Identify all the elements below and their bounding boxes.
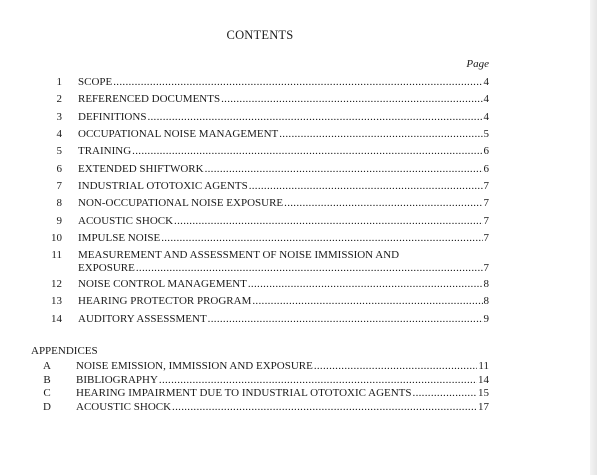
page-number: 7 [483,180,489,193]
section-title: ACOUSTIC SHOCK [78,214,174,227]
section-title: DEFINITIONS [78,110,147,123]
section-number: 3 [56,110,62,123]
leader-dots [208,313,483,325]
leader-dots [221,93,482,105]
section-title-line1: MEASUREMENT AND ASSESSMENT OF NOISE IMMISSION AND [78,249,400,262]
section-number: 8 [56,197,62,210]
page-number: 7 [483,214,489,227]
appendix-title: HEARING IMPAIRMENT DUE TO INDUSTRIAL OTOTOXIC AGENTS [76,387,412,400]
appendix-letter: D [43,401,51,414]
leader-dots [147,111,482,123]
leader-dots [314,360,478,372]
page-number: 8 [483,277,489,290]
page-number: 5 [483,128,489,141]
page-number: 4 [483,93,489,106]
leader-dots [159,374,477,386]
appendix-letter: B [43,373,51,386]
section-title: EXPOSURE [78,262,135,275]
section-title: TRAINING [78,145,132,158]
table-of-contents [0,76,590,330]
page-edge-shadow [590,0,597,475]
page-number: 6 [483,145,489,158]
appendices-list [0,360,590,415]
toc-entry[interactable] [0,197,590,214]
section-title: NON-OCCUPATIONAL NOISE EXPOSURE [78,197,284,210]
page-number: 9 [483,312,489,325]
appendices-heading: APPENDICES [31,345,98,357]
section-title: OCCUPATIONAL NOISE MANAGEMENT [78,128,279,141]
appendix-letter: C [43,387,51,400]
section-number: 2 [56,93,62,106]
leader-dots [136,262,483,274]
section-title: INDUSTRIAL OTOTOXIC AGENTS [78,180,248,193]
leader-dots [132,145,482,157]
toc-entry[interactable] [0,145,590,162]
appendix-entry[interactable] [0,360,590,374]
toc-entry[interactable] [0,163,590,180]
page-number: 17 [478,401,489,414]
section-number: 13 [51,295,62,308]
appendix-entry[interactable] [0,401,590,415]
toc-entry[interactable] [0,76,590,93]
toc-entry[interactable] [0,128,590,145]
section-title: EXTENDED SHIFTWORK [78,162,204,175]
section-number: 4 [56,128,62,141]
section-number: 12 [51,277,62,290]
page-title: CONTENTS [226,28,294,42]
toc-entry[interactable] [0,278,590,295]
leader-dots [249,180,483,192]
page-number: 4 [483,76,489,88]
section-number: 7 [56,180,62,193]
leader-dots [113,76,482,88]
section-title: AUDITORY ASSESSMENT [78,312,207,325]
toc-entry[interactable] [0,313,590,330]
section-title: IMPULSE NOISE [78,232,161,245]
section-title: REFERENCED DOCUMENTS [78,93,221,106]
toc-entry[interactable] [0,111,590,128]
section-title: SCOPE [78,76,113,88]
page-number: 11 [478,360,489,372]
toc-entry[interactable] [0,232,590,249]
leader-dots [413,387,477,399]
page-number: 7 [483,232,489,245]
section-title: NOISE CONTROL MANAGEMENT [78,277,247,290]
appendix-title: NOISE EMISSION, IMMISSION AND EXPOSURE [76,360,313,372]
section-number: 1 [56,76,62,88]
section-number: 9 [56,214,62,227]
leader-dots [174,215,482,227]
leader-dots [205,163,483,175]
page-number: 15 [478,387,489,400]
toc-entry[interactable] [0,93,590,110]
page-number: 8 [483,295,489,308]
page-number: 6 [483,162,489,175]
appendix-title: ACOUSTIC SHOCK [76,401,172,414]
section-number: 6 [56,162,62,175]
section-number: 11 [51,249,62,262]
leader-dots [284,197,482,209]
page-number: 4 [483,110,489,123]
appendix-entry[interactable] [0,387,590,401]
page-number: 14 [478,373,489,386]
section-number: 10 [51,232,62,245]
section-number: 5 [56,145,62,158]
toc-entry[interactable] [0,249,590,278]
page-number: 7 [483,262,489,275]
section-number: 14 [51,312,62,325]
appendix-title: BIBLIOGRAPHY [76,373,158,386]
leader-dots [279,128,482,140]
leader-dots [161,232,482,244]
appendix-letter: A [43,360,51,372]
leader-dots [248,278,483,290]
leader-dots [252,295,482,307]
toc-entry[interactable] [0,180,590,197]
page-column-label: Page [466,58,489,70]
toc-entry[interactable] [0,295,590,312]
toc-entry[interactable] [0,215,590,232]
page-number: 7 [483,197,489,210]
leader-dots [172,401,477,413]
section-title: HEARING PROTECTOR PROGRAM [78,295,252,308]
appendix-entry[interactable] [0,374,590,388]
